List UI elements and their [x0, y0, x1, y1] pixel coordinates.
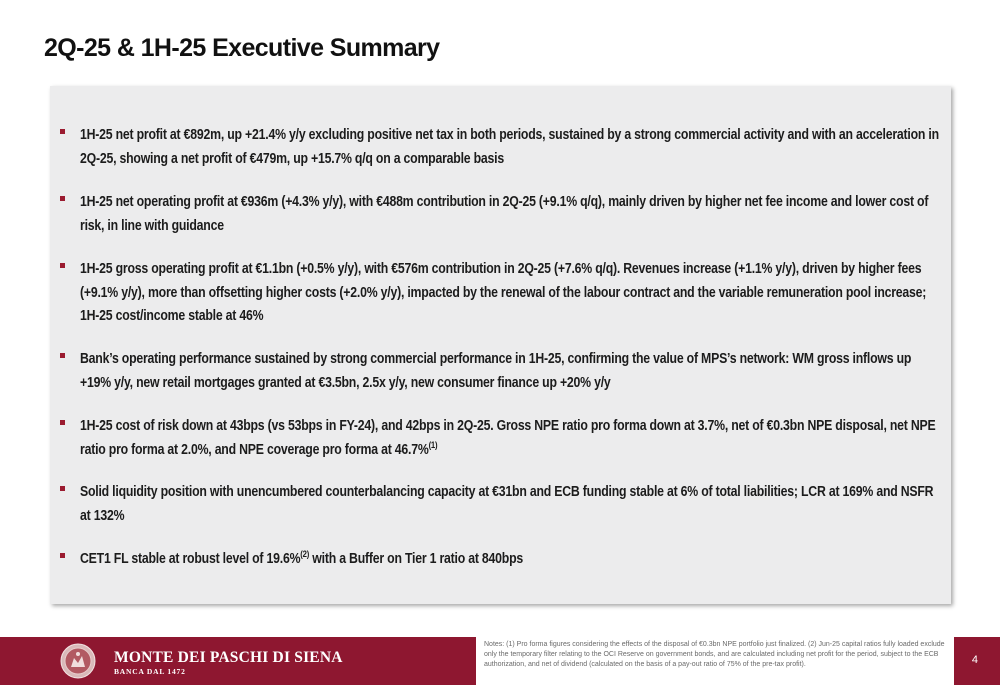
brand-tagline: BANCA DAL 1472 — [114, 667, 186, 676]
bullet-text-after: with a Buffer on Tier 1 ratio at 840bps — [309, 551, 524, 567]
footnotes: Notes: (1) Pro forma figures considering the effects of the disposal of €0.3bn NPE portfolio just finalized. (2) Jun-25 capital ratios fully loaded exclude only the temporary filter relating to the OCI Reserve on government bonds, and are calculated including net profit for the period, subject to the ECB authorization, and net of dividend (calculated on the basis of a pay-out ratio of 75% of the pre-tax profit). — [484, 641, 945, 668]
footnote-ref: (1) — [428, 439, 438, 450]
executive-summary-panel — [50, 86, 951, 604]
bullet-marker-icon — [60, 486, 65, 491]
bullet-text-main: 1H-25 gross operating profit at €1.1bn (+0.5% y/y), with €576m contribution in 2Q-25 (+7.6% q/q). Revenues increase (+1.1% y/y), driven by higher fees (+9.1% y/y), more than offsetting higher costs (+2.0% y/y), impacted by the renewal of the labour contract and the variable remuneration pool increase; 1H-25 cost/income stable at 46% — [80, 261, 927, 324]
bullet-text — [80, 348, 945, 395]
bullet-text — [80, 258, 945, 329]
bullet-text-main: CET1 FL stable at robust level of 19.6% — [80, 551, 301, 567]
bullet-text — [80, 548, 945, 572]
mps-seal-icon — [60, 643, 96, 679]
bullet-marker-icon — [60, 420, 65, 425]
bullet-text-main: 1H-25 net profit at €892m, up +21.4% y/y excluding positive net tax in both periods, sustained by a strong commercial activity and with an acceleration in 2Q-25, showing a net profit of €479m, up +15.7% q/q on a comparable basis — [80, 127, 939, 167]
bullet-marker-icon — [60, 263, 65, 268]
page-number: 4 — [971, 654, 978, 666]
brand-name: MONTE DEI PASCHI DI SIENA — [114, 649, 343, 666]
page-title: 2Q-25 & 1H-25 Executive Summary — [44, 34, 440, 62]
footnote-ref: (2) — [300, 549, 310, 560]
bullet-text — [80, 191, 945, 238]
bullet-text — [80, 415, 945, 462]
bullet-text-main: Solid liquidity position with unencumbered counterbalancing capacity at €31bn and ECB funding stable at 6% of total liabilities; LCR at 169% and NSFR at 132% — [80, 484, 934, 524]
footer-bar — [0, 637, 1000, 685]
bullet-text-main: 1H-25 net operating profit at €936m (+4.3% y/y), with €488m contribution in 2Q-25 (+9.1% q/q), mainly driven by higher net fee income and lower cost of risk, in line with guidance — [80, 194, 929, 234]
bullet-marker-icon — [60, 353, 65, 358]
bullet-text — [80, 124, 945, 171]
bullet-text — [80, 481, 945, 528]
bullet-marker-icon — [60, 196, 65, 201]
bullet-marker-icon — [60, 129, 65, 134]
bullet-marker-icon — [60, 553, 65, 558]
notes-box — [476, 637, 954, 685]
bullet-text-main: Bank’s operating performance sustained by strong commercial performance in 1H-25, confirming the value of MPS’s network: WM gross inflows up +19% y/y, new retail mortgages granted at €3.5bn, 2.5x y/y, new consumer finance up +20% y/y — [80, 351, 912, 391]
bullet-text-main: 1H-25 cost of risk down at 43bps (vs 53bps in FY-24), and 42bps in 2Q-25. Gross NPE ratio pro forma down at 3.7%, net of €0.3bn NPE disposal, net NPE ratio pro forma at 2.0%, and NPE coverage pro forma at 46.7% — [80, 418, 936, 458]
